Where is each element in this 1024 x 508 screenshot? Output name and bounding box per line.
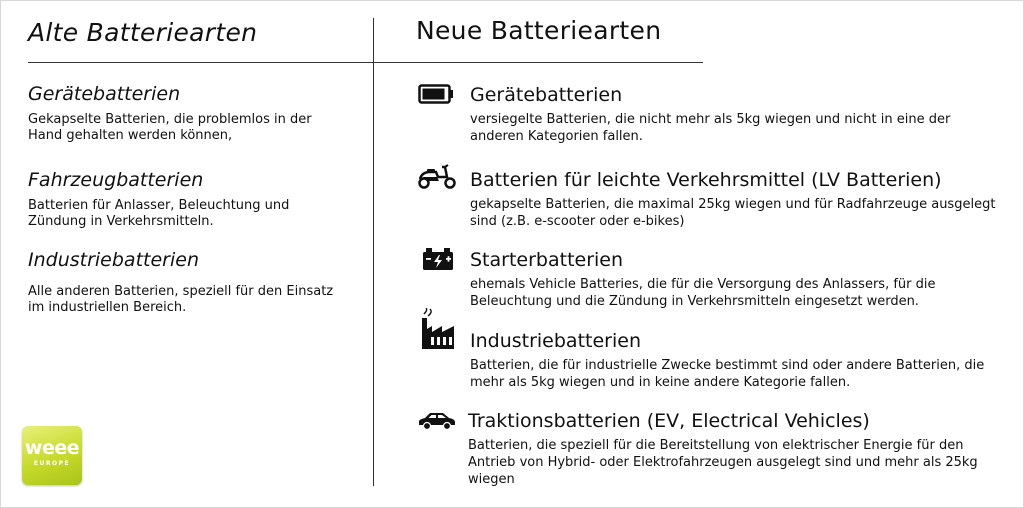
old-desc-geraete: Gekapselte Batterien, die problemlos in der Hand gehalten werden können, bbox=[28, 112, 312, 143]
old-types-title: Alte Batteriearten bbox=[28, 18, 258, 47]
new-heading-lv: Batterien für leichte Verkehrsmittel (LV Batterien) bbox=[470, 169, 942, 191]
new-desc-starter: ehemals Vehicle Batteries, die für die Versorgung des Anlassers, für die Beleuchtung und die Zündung in Verkehrsmitteln eingesetzt werden. bbox=[470, 277, 936, 309]
column-divider bbox=[373, 18, 374, 486]
new-heading-starter: Starterbatterien bbox=[470, 249, 624, 271]
logo-wordmark: weee bbox=[24, 437, 80, 459]
old-heading-industrie: Industriebatterien bbox=[28, 249, 199, 271]
car-icon bbox=[417, 411, 457, 435]
car-battery-icon bbox=[422, 247, 454, 275]
old-heading-fahrzeug: Fahrzeugbatterien bbox=[28, 169, 204, 191]
new-heading-geraete: Gerätebatterien bbox=[470, 84, 623, 106]
header-divider bbox=[28, 62, 703, 63]
new-desc-lv: gekapselte Batterien, die maximal 25kg wiegen und für Radfahrzeuge ausgelegt sind (z.B. e-scooter oder e-bikes) bbox=[470, 197, 996, 229]
old-desc-fahrzeug: Batterien für Anlasser, Beleuchtung und Zündung in Verkehrsmitteln. bbox=[28, 198, 290, 229]
factory-icon bbox=[420, 308, 456, 354]
new-desc-traktion: Batterien, die speziell für die Bereitstellung von elektrischer Energie für den Antrieb von Hybrid- oder Elektrofahrzeugen ausgelegt sind und mehr als 25kg wiegen bbox=[468, 438, 978, 487]
weee-europe-logo bbox=[22, 426, 82, 485]
battery-icon bbox=[418, 84, 454, 108]
old-desc-industrie: Alle anderen Batterien, speziell für den Einsatz im industriellen Bereich. bbox=[28, 284, 334, 315]
new-types-title: Neue Batteriearten bbox=[416, 16, 662, 45]
new-heading-traktion: Traktionsbatterien (EV, Electrical Vehicles) bbox=[468, 410, 870, 432]
logo-subtitle: EUROPE bbox=[33, 460, 71, 467]
new-heading-industrie: Industriebatterien bbox=[470, 330, 641, 352]
new-desc-industrie: Batterien, die für industrielle Zwecke bestimmt sind oder andere Batterien, die mehr als 5kg wiegen und in keine andere Kategorie fallen. bbox=[470, 358, 985, 390]
old-heading-geraete: Gerätebatterien bbox=[28, 83, 181, 105]
scooter-icon bbox=[417, 163, 457, 193]
new-desc-geraete: versiegelte Batterien, die nicht mehr als 5kg wiegen und nicht in eine der anderen Kategorien fallen. bbox=[470, 112, 951, 144]
